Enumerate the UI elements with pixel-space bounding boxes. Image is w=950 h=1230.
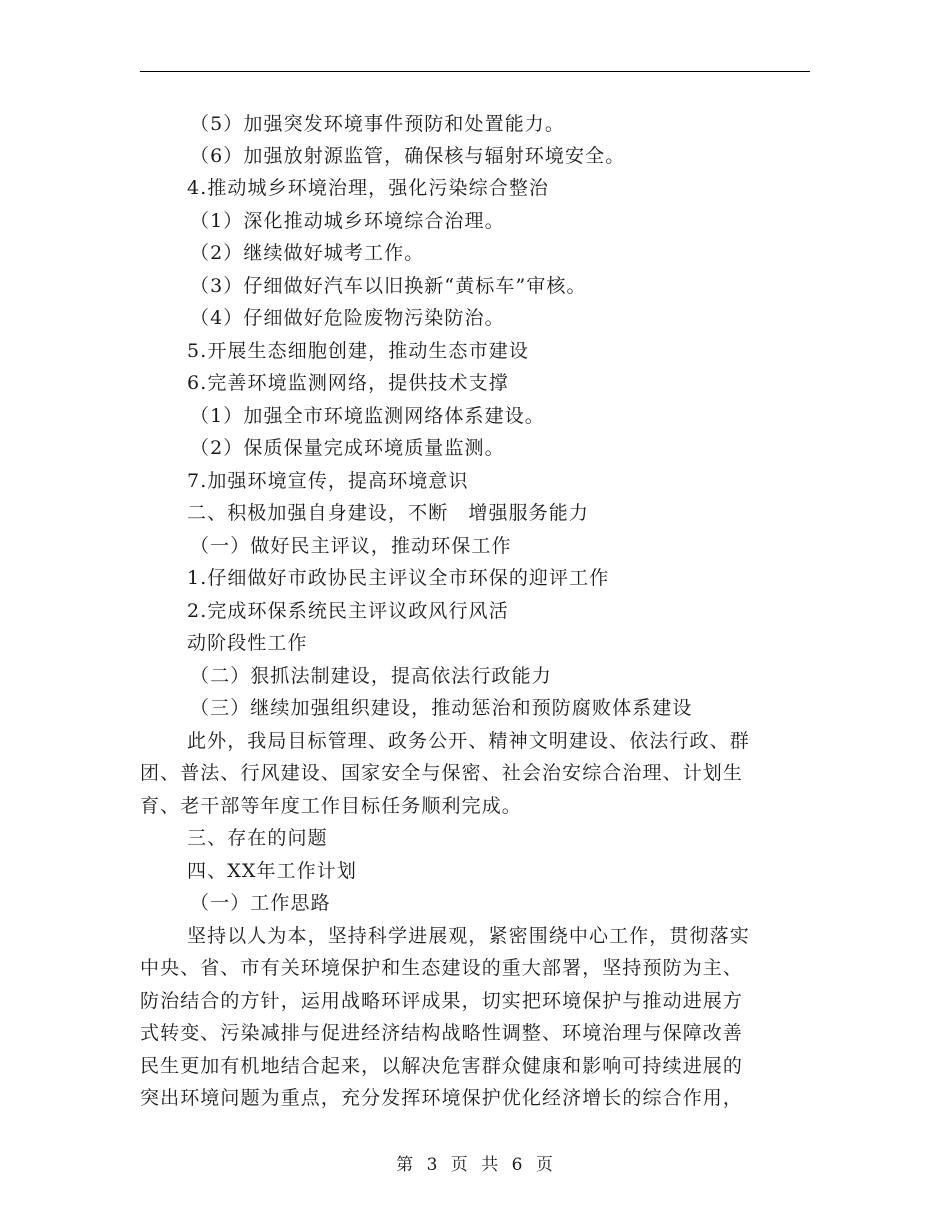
text-line: 团、普法、行风建设、国家安全与保密、社会治安综合治理、计划生: [140, 762, 744, 784]
text-line: （5）加强突发环境事件预防和处置能力。: [190, 113, 565, 135]
text-line: 二、积极加强自身建设，不断 增强服务能力: [187, 502, 590, 524]
text-line: （三）继续加强组织建设，推动惩治和预防腐败体系建设: [190, 697, 693, 719]
footer-prefix: 第: [396, 1155, 415, 1175]
text-line: （2）继续做好城考工作。: [190, 242, 425, 264]
text-line: 四、XX年工作计划: [187, 860, 357, 882]
footer-total-label: 共: [481, 1155, 500, 1175]
text-line: 民生更加有机地结合起来，以解决危害群众健康和影响可持续进展的: [140, 1055, 744, 1077]
text-line: 2.完成环保系统民主评议政风行风活: [187, 600, 509, 622]
text-line: （二）狠抓法制建设，提高依法行政能力: [190, 665, 552, 687]
text-line: 1.仔细做好市政协民主评议全市环保的迎评工作: [187, 567, 610, 589]
text-line: 坚持以人为本，坚持科学进展观，紧密围绕中心工作，贯彻落实: [187, 925, 750, 947]
header-rule: [140, 71, 810, 72]
text-line: 突出环境问题为重点，充分发挥环境保护优化经济增长的综合作用，: [140, 1087, 744, 1109]
text-line: （1）加强全市环境监测网络体系建设。: [190, 405, 545, 427]
text-line: 三、存在的问题: [187, 827, 328, 849]
text-line: 5.开展生态细胞创建，推动生态市建设: [187, 340, 529, 362]
text-line: （4）仔细做好危险废物污染防治。: [190, 307, 505, 329]
footer-suffix: 页: [535, 1155, 554, 1175]
text-line: （2）保质保量完成环境质量监测。: [190, 437, 505, 459]
text-line: （一）工作思路: [190, 892, 331, 914]
text-line: （6）加强放射源监管，确保核与辐射环境安全。: [190, 145, 626, 167]
text-line: 式转变、污染减排与促进经济结构战略性调整、环境治理与保障改善: [140, 1022, 744, 1044]
footer-current-page: 3: [426, 1155, 439, 1175]
text-line: （一）做好民主评议，推动环保工作: [190, 535, 512, 557]
text-line: 防治结合的方针，运用战略环评成果，切实把环境保护与推动进展方: [140, 990, 744, 1012]
text-line: 动阶段性工作: [187, 632, 308, 654]
page-footer: [0, 1150, 950, 1175]
text-line: 6.完善环境监测网络，提供技术支撑: [187, 372, 509, 394]
footer-total-pages: 6: [511, 1155, 524, 1175]
text-line: 7.加强环境宣传，提高环境意识: [187, 470, 469, 492]
text-line: 中央、省、市有关环境保护和生态建设的重大部署，坚持预防为主、: [140, 957, 744, 979]
text-line: （3）仔细做好汽车以旧换新“黄标车”审核。: [190, 275, 587, 297]
text-line: 4.推动城乡环境治理，强化污染综合整治: [187, 177, 550, 199]
text-line: 育、老干部等年度工作目标任务顺利完成。: [140, 795, 522, 817]
footer-page-unit: 页: [450, 1155, 469, 1175]
text-line: （1）深化推动城乡环境综合治理。: [190, 210, 505, 232]
text-line: 此外，我局目标管理、政务公开、精神文明建设、依法行政、群: [187, 730, 750, 752]
